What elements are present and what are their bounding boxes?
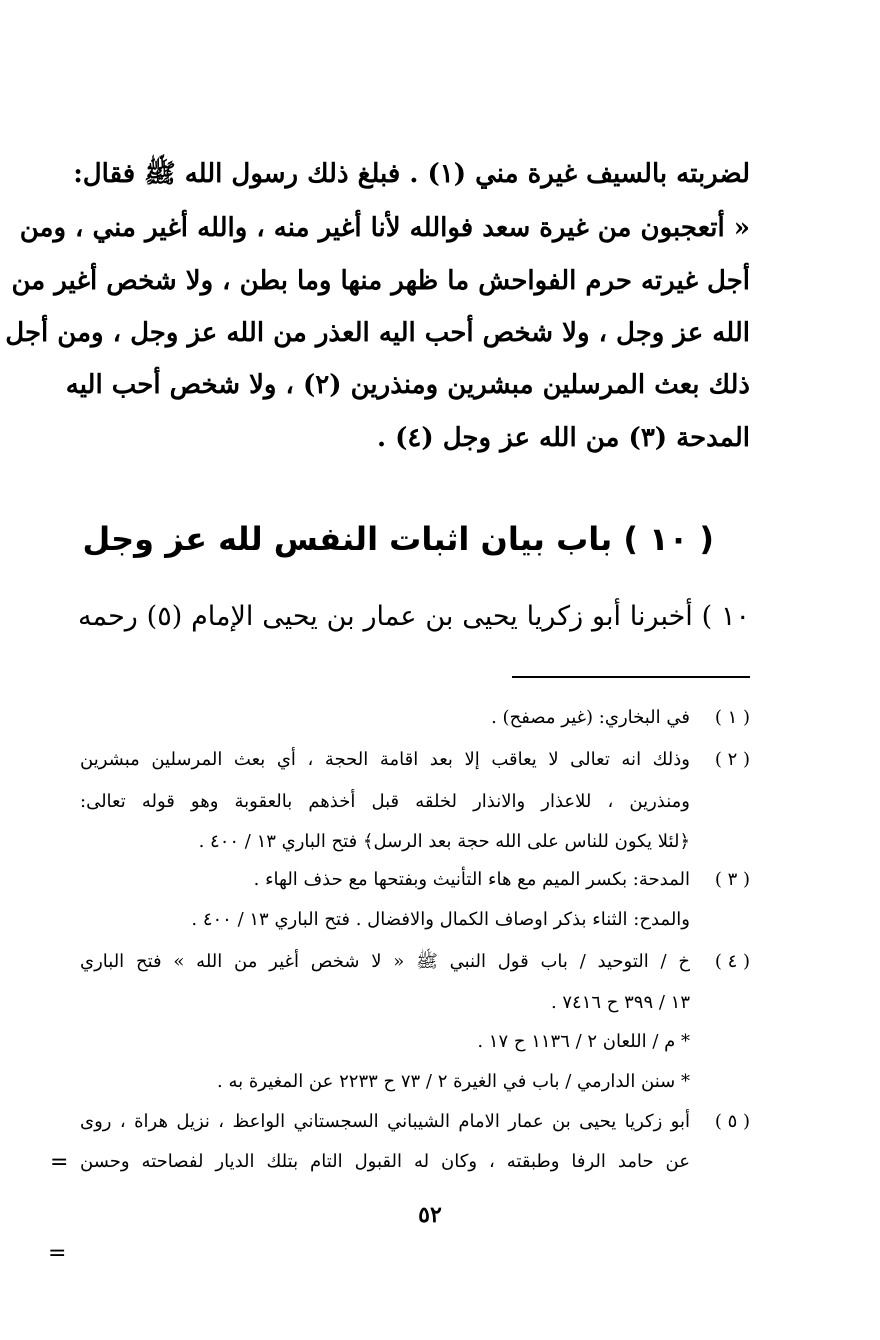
footnote-line: ١٣ / ٣٩٩ ح ٧٤١٦ . — [550, 992, 690, 1013]
section-heading: ( ١٠ ) باب بيان اثبات النفس لله عز وجل — [82, 520, 714, 558]
main-text-line-5: ذلك بعث المرسلين مبشرين ومنذرين (٢) ، ولا شخص أحب اليه — [65, 370, 750, 400]
main-text-line-4: الله عز وجل ، ولا شخص أحب اليه العذر من الله عز وجل ، ومن أجل — [5, 318, 750, 348]
footnote-number: ( ١ ) — [714, 707, 750, 728]
footnote-line: أبو زكريا يحيى بن عمار الامام الشيباني السجستاني الواعظ ، نزيل هراة ، روى — [80, 1111, 690, 1132]
main-text-line-3: أجل غيرته حرم الفواحش ما ظهر منها وما بطن ، ولا شخص أغير من — [11, 266, 750, 296]
footnote-line: المدحة: بكسر الميم مع هاء التأنيث وبفتحها مع حذف الهاء . — [253, 869, 690, 890]
footnote-separator — [512, 676, 750, 678]
continuation-mark: = — [50, 1150, 69, 1175]
continuation-mark-margin: = — [48, 1241, 67, 1266]
main-text-line-1: لضربته بالسيف غيرة مني (١) . فبلغ ذلك رسول الله ﷺ فقال: — [73, 159, 750, 189]
footnote-number: ( ٥ ) — [714, 1111, 750, 1132]
page-number: ٥٢ — [418, 1202, 442, 1228]
footnote-line: والمدح: الثناء بذكر اوصاف الكمال والافضال . فتح الباري ١٣ / ٤٠٠ . — [191, 909, 690, 930]
footnote-sub-line: * م / اللعان ٢ / ١١٣٦ ح ١٧ . — [477, 1031, 690, 1052]
footnote-sub-line: * سنن الدارمي / باب في الغيرة ٢ / ٧٣ ح ٢٢٣٣ عن المغيرة به . — [217, 1071, 690, 1092]
footnote-number: ( ٣ ) — [714, 869, 750, 890]
footnote-number: ( ٤ ) — [714, 951, 750, 972]
hadith-first-line: ١٠ ) أخبرنا أبو زكريا يحيى بن عمار بن يحيى الإمام (٥) رحمه — [78, 601, 750, 632]
footnote-line: خ / التوحيد / باب قول النبي ﷺ « لا شخص أغير من الله » فتح الباري — [80, 951, 690, 972]
footnote-line: عن حامد الرفا وطبقته ، وكان له القبول التام بتلك الديار لفصاحته وحسن — [80, 1151, 690, 1172]
footnote-line: في البخاري: (غير مصفح) . — [491, 707, 690, 728]
main-text-line-2: « أتعجبون من غيرة سعد فوالله لأنا أغير منه ، والله أغير مني ، ومن — [19, 213, 750, 243]
main-text-line-6: المدحة (٣) من الله عز وجل (٤) . — [377, 423, 750, 453]
footnote-number: ( ٢ ) — [714, 749, 750, 770]
footnote-line: ﴿لئلا يكون للناس على الله حجة بعد الرسل﴾ فتح الباري ١٣ / ٤٠٠ . — [198, 831, 690, 852]
footnote-line: ومنذرين ، للاعذار والانذار لخلقه قبل أخذهم بالعقوبة وهو قوله تعالى: — [80, 791, 690, 812]
footnote-line: وذلك انه تعالى لا يعاقب إلا بعد اقامة الحجة ، أي بعث المرسلين مبشرين — [80, 749, 690, 770]
